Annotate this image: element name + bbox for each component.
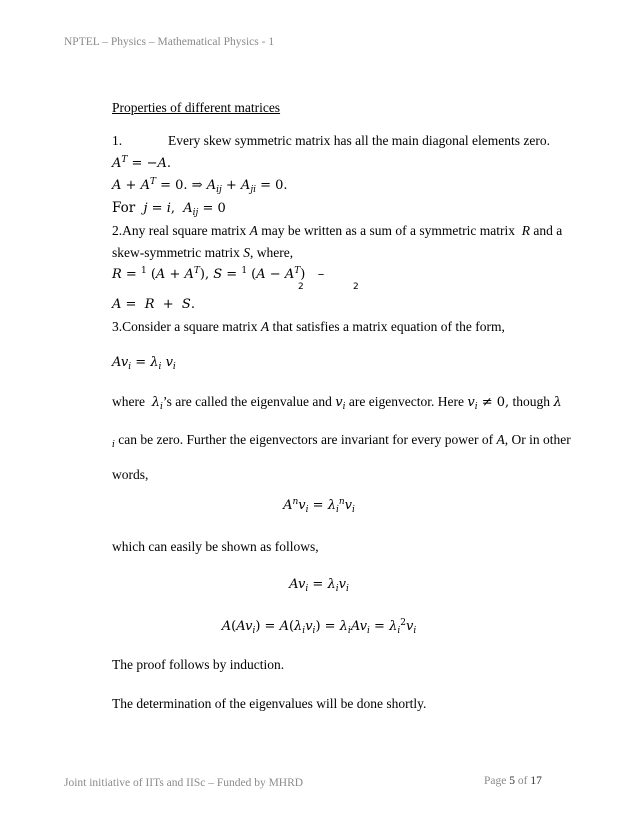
page-number: Page 5 of 17 [484,775,542,787]
item-1-number: 1. [112,133,123,148]
denominator-2: 2 [353,282,359,292]
determination-line: The determination of the eigenvalues will be done shortly. [112,696,427,711]
item-3-line-1: 3.Consider a square matrix A that satisfies a matrix equation of the form, [112,319,505,334]
equation-eigen: $Av_i = \lambda_i$ $v_i$ [112,355,176,372]
equation-decomposition: R = $^1$ $(A + A^T)$, S = $^1$ $(A - A^T)$ – [112,266,325,282]
equation-sum-zero: $A + A^T = 0$. ⇒ $A_{ij} + A_{ji} = 0$. [112,177,288,195]
equation-power: $A^nv_i = \lambda_i^nv_i$ [283,497,355,515]
footer-credit: Joint initiative of IITs and IISc – Funded by MHRD [64,777,304,789]
equation-square: $A(Av_i) = A(\lambda_iv_i) = \lambda_iAv_i = \lambda_i^2v_i$ [221,618,417,636]
shown-line: which can easily be shown as follows, [112,539,319,554]
equation-eigen-repeat: $Av_i = \lambda_iv_i$ [289,577,349,594]
equation-a-equals: A = R + S. [112,297,195,312]
equation-diagonal: For j = i, $A_{ij} = 0$ [112,200,226,218]
section-title: Properties of different matrices [112,100,281,115]
words-line: words, [112,467,149,482]
item-2-line-1: 2.Any real square matrix A may be written as a sum of a symmetric matrix R and a [112,223,563,238]
equation-transpose: $A^T = -A$. [112,155,171,171]
item-1-text: Every skew symmetric matrix has all the main diagonal elements zero. [168,133,551,148]
proof-line: The proof follows by induction. [112,657,285,672]
item-2-line-2: skew-symmetric matrix S, where, [112,245,294,260]
denominator-1: 2 [298,282,304,292]
where-line: where $\lambda_i’s$ are called the eigenvalue and $v_i$ are eigenvector. Here $v_i \ne 0$, though λ [112,394,562,412]
page-header: NPTEL – Physics – Mathematical Physics - 1 [64,36,275,48]
for-word: For [112,200,136,216]
invariant-line: $_i$ can be zero. Further the eigenvectors are invariant for every power of A, Or in other [112,432,571,450]
